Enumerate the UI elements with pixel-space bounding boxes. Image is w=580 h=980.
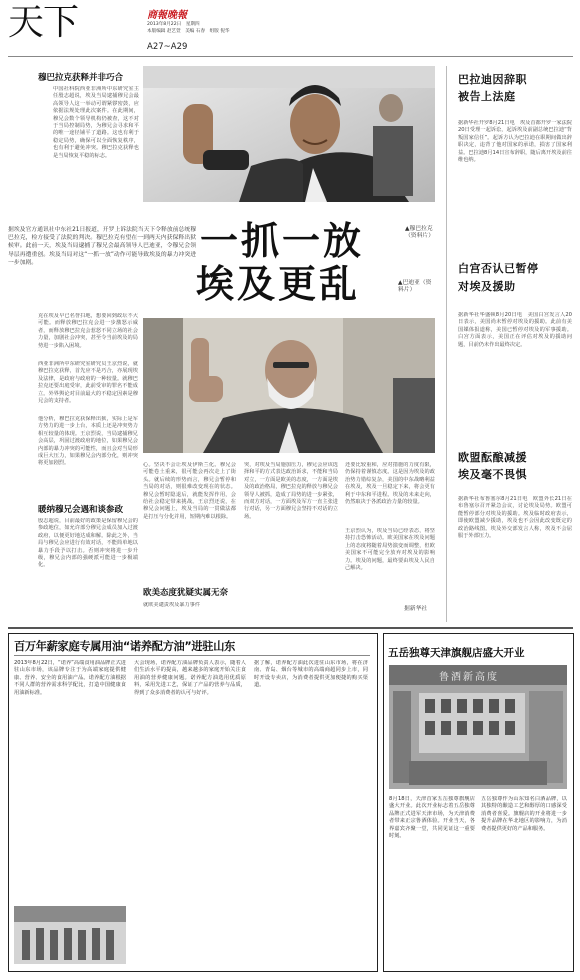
ad-left-photo: [14, 906, 126, 964]
header-rule: [8, 56, 573, 57]
right-headline-2a: 白宫否认已暂停: [458, 262, 539, 275]
photo-mubarak: [143, 66, 435, 202]
center-col2-text: 突，对埃及当局施加压力，穆兄会应该选择和平的方式表达政治诉求，不能和当局对立，一方面是欧美的态度，一方面是埃及的政治格局，穆巴拉克的释放与穆兄会领导人被抓，造成了局势的进一步紧张，而双方对话，一方面埃及军方一直主张进行对话，另一方面穆兄会坚持不对话的立场。: [244, 462, 338, 520]
left-body-5: 他分析，穆巴拉克获保释出狱，实际上是军方势力的进一步上台，本质上还是冲突势力相互较量的体现。王京烈说，当局逮捕穆兄会高层，巩固过渡政府的地位，如果穆兄会内部的暴力冲突的可能性，而且会对当局形成巨大压力，如果穆兄会内部分化，则冲突将更加剧烈。: [38, 416, 138, 467]
right-text-2: 据新华社华盛顿8月20日电 美国白宫发言人20日表示，美国尚未暂停对埃及的援助。此前有美国媒体报道称，美国已暂停对埃及的军事援助。白宫方面表示，美国正在评估对埃及的援助问题，目前仍未作出最终决定。: [458, 312, 572, 348]
right-headline-3a: 欧盟酝酿减援: [458, 451, 527, 464]
ad-left-body-1: 2013年8月22日，“诺养”高端食用油品牌正式进驻山东市场，该品牌专注于为高端家庭提供健康、营养、安全的食用油产品。诺养配方油根据不同人群的营养需求科学配比，打造中国健康食用油新标准。: [14, 660, 126, 696]
center-col1-text: 心。坚决不会让埃及伊斯兰化。穆兄会可能卷土重来，很可能会再次走上了街头。就后续的形势而言，穆兄会暂停和当局的对话，则很难改变现在的状态。穆兄会暂时隐退后，就能发挥作用，会给社会稳定带来挑战。王京烈还说，在穆兄会问题上，埃及当局的一贯做法都是打压与分化并用，短期内难以根除。: [143, 462, 236, 520]
caption-badie: ▲巴迪亚（资料片）: [398, 280, 432, 293]
ad-right-photo-image: [389, 665, 567, 789]
left-body-2: 据埃及官方通讯社中东社21日报道，开罗上诉法院当天下令释放前总统穆巴拉克，检方接受了法院的判决。穆巴拉克有望在一到两天内获保释出狱候审。此前一天，埃及当局逮捕了穆兄会最高领导人巴迪亚，令穆兄会领导层再遭重创。埃及当局对这“一抓一放”动作可能导致埃及的暴力冲突进一步加剧。: [8, 227, 196, 266]
ad-right-headline: 五岳独尊天津旗舰店盛大开业: [388, 647, 525, 659]
ad-left-body-2: 大会现场，诺养配方油品牌负责人表示，随着人们生活水平的提高，越来越多的家庭开始关注食用油的营养健康问题。诺养配方油选用优质原料，采用先进工艺，保证了产品的营养与品质，得到了众多消费者的认可与好评。: [134, 660, 246, 696]
ad-left-photo-image: [14, 906, 126, 964]
section-title: 天下: [8, 2, 79, 43]
left-headline-1: 穆巴拉克获释并非巧合: [38, 73, 124, 83]
main-headline-line2: 埃及更乱: [196, 262, 361, 306]
right-text-1: 据新华社开罗8月21日电 埃及首都开罗一家法院20日受理一起诉讼，起诉埃及前副总统巴拉迪“背叛国家信任”。起诉方认为巴拉迪在职期间做出辞职决定，违背了他对国家的承诺，损害了国家利益。巴拉迪8月14日宣布辞职，随后离开埃及前往维也纳。: [458, 120, 572, 164]
left-body-1: 中国社科院西亚非洲所中东研究室主任殷志超说，埃及当局逮捕穆兄会最高领导人这一举动可谓紧锣密鼓，应依据法规处理此次案件。在此期间，穆兄会数个领导机构仍被查，这不对于当局控制局势，为穆兄会寻求和平的唯一途径铺平了道路。这也有利于稳定局势，确保可以全面恢复秩序，也有利于避免冲突。穆巴拉克获释也是当局恢复平稳的标志。: [53, 86, 139, 159]
center-col1-subhead: 欧美态度犹疑实属无奈: [143, 588, 229, 598]
ad-right-body-2: 五岳独尊作为山东知名白酒品牌，以其独特的酿造工艺和醇厚的口感深受消费者喜爱。旗舰店的开业将进一步提升品牌在华北地区的影响力，为消费者提供更好的产品和服务。: [481, 796, 567, 832]
right-headline-1a: 巴拉迪因辞职: [458, 73, 527, 86]
ad-right-photo: [389, 665, 567, 789]
photo-badie: [143, 318, 435, 453]
left-body-4: 西亚非洲所中东研究室研究员王京烈说，就穆巴拉克获释，首先应不是巧合，亦展现埃及法律，是政府与政府的一种较量。就穆巴拉克还要出庭受审，此前受审的罪名不能成立。外界舆论对目前最大的不稳定因素是穆兄会的支持者。: [38, 361, 138, 405]
right-headline-2b: 对埃及援助: [458, 280, 516, 293]
date-line: 2013年8月22日 星期四: [147, 22, 200, 27]
left-body-3: 克在埃及早已名誉扫地，想要回到政坛不大可能。而释放穆巴拉克会进一步激怒示威者，而释放穆巴拉克会惹怒不同立场的社会力量，加剧社会冲突，甚至令当前埃及的局势进一步陷入困境。: [38, 313, 138, 349]
badie-photo-image: [143, 318, 435, 453]
caption-mubarak: ▲穆巴拉克（资料片）: [405, 226, 434, 239]
page-range: A27~A29: [147, 42, 188, 52]
center-col3-text-2: 王京烈认为，埃及当局已经表态，将坚持打击恐怖活动。欧美国家在埃及问题上的态度将随着局势演变而调整，但欧美国家不可能完全放弃对埃及的影响力。埃及的问题，最终要由埃及人民自己解决。: [345, 528, 435, 572]
center-col3-text: 还要比较重和，应对措施的力度有限，仍保持着谨慎态度。这是因为埃及的政治势力错综复杂，美国的中东战略利益在埃及，埃及一旦稳定下来，将会更有利于中东和平进程。埃及的未来走向，仍然取决于各派政治力量的较量。: [345, 462, 435, 506]
center-byline: 据新华社: [404, 606, 428, 612]
section-divider: [8, 627, 573, 629]
ad-left-body-3: 据了解，诺养配方油此次进驻山东市场，将在济南、青岛、烟台等城市的高端商超同步上市，同时开设专卖店，为消费者提供更加便捷的购买渠道。: [254, 660, 368, 689]
main-headline-line1: 一抓一放: [200, 219, 365, 263]
left-body-6: 殷志超说，目前最好的政策是保留穆兄会的参政地位，如允许部分穆兄会成员加入过渡政府，以便更好地达成和解。除此之外，当局与穆兄会应进行有效对话，不能简单地以暴力手段予以打击。否则冲突将进一步升级，穆兄会内部的强硬派可能进一步极端化。: [38, 518, 138, 569]
newspaper-logo: 商報晚報: [147, 10, 187, 21]
staff-line: 本版编辑 赵艺萱 美编 石春 组版 倪华: [147, 29, 230, 34]
ad-right-store-sign: 鲁酒新高度: [439, 672, 499, 683]
ad-left-headline: 百万年薪家庭专属用油“诺养配方油”进驻山东: [14, 640, 235, 653]
mubarak-photo-image: [143, 66, 435, 202]
right-column-rule: [446, 66, 447, 622]
right-headline-3b: 埃及毫不畏惧: [458, 468, 527, 481]
center-col1-text-2: 就欧美谴责埃及暴力事件: [143, 602, 201, 608]
right-headline-1b: 被告上法庭: [458, 90, 516, 103]
ad-right-body-1: 8月18日，天津首家五岳独尊旗舰店盛大开业。此次开业标志着五岳独尊品牌正式进军天津市场，为天津消费者带来正宗鲁酒体验。开业当天，各界嘉宾齐聚一堂，共同见证这一重要时刻。: [389, 796, 475, 840]
right-text-3: 据新华社布鲁塞尔8月21日电 欧盟外长21日在布鲁塞尔召开紧急会议，讨论埃及局势。欧盟可能暂停部分对埃及的援助。埃及临时政府表示，即使欧盟减少援助，埃及也不会因此改变既定的政治路线图。埃及外交部发言人称，埃及不会屈服于外部压力。: [458, 496, 572, 540]
ad-left-rule: [14, 655, 370, 656]
left-headline-2: 暖纳穆兄会遇和谈参政: [38, 505, 124, 515]
